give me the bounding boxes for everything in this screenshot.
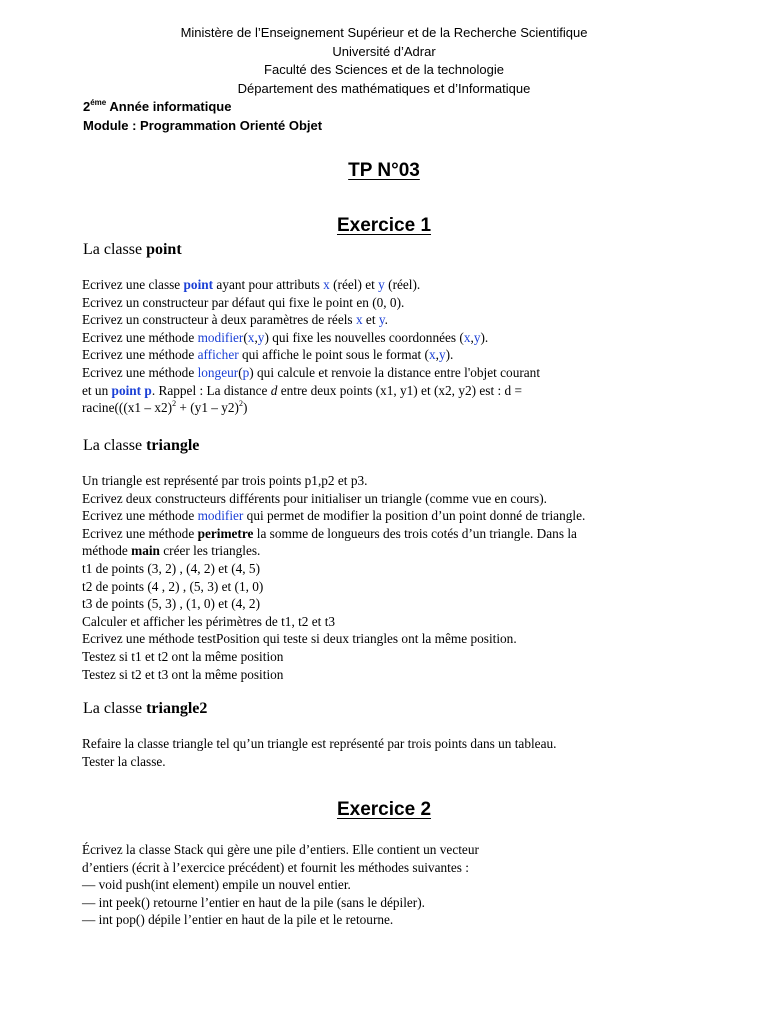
course-meta xyxy=(83,98,322,135)
heading-class-triangle2: La classe triangle2 xyxy=(83,700,208,717)
text-line: Refaire la classe triangle tel qu’un triangle est représenté par trois points dans un tableau. xyxy=(82,736,557,751)
text-line: Ecrivez une méthode perimetre la somme de longueurs des trois cotés d’un triangle. Dans la xyxy=(82,525,577,541)
stack-instructions xyxy=(82,841,682,929)
text-line: Ecrivez deux constructeurs différents pour initialiser un triangle (comme vue en cours). xyxy=(82,490,547,506)
text-line: Ecrivez une méthode longeur(p) qui calcule et renvoie la distance entre l'objet courant xyxy=(82,364,541,380)
text-line: t3 de points (5, 3) , (1, 0) et (4, 2) xyxy=(82,596,260,612)
text-line: — void push(int element) empile un nouvel entier. xyxy=(82,877,351,893)
text-line: Ecrivez une méthode testPosition qui teste si deux triangles ont la même position. xyxy=(82,631,517,647)
text-line: — int peek() retourne l’entier en haut de la pile (sans le dépiler). xyxy=(82,894,425,910)
text-line: t1 de points (3, 2) , (4, 2) et (4, 5) xyxy=(82,560,260,576)
text-line: Ecrivez une méthode modifier(x,y) qui fixe les nouvelles coordonnées (x,y). xyxy=(82,329,489,345)
text-line: Ecrivez une classe point ayant pour attributs x (réel) et y (réel). xyxy=(82,277,421,292)
institution-header xyxy=(0,24,768,98)
point-instructions xyxy=(82,276,682,417)
tp-title: TP N°03 xyxy=(348,160,420,181)
text-line: Ecrivez un constructeur par défaut qui fixe le point en (0, 0). xyxy=(82,294,405,310)
text-line: Écrivez la classe Stack qui gère une pile d’entiers. Elle contient un vecteur xyxy=(82,842,479,857)
text-line: Ecrivez un constructeur à deux paramètres de réels x et y. xyxy=(82,312,388,328)
text-line: — int pop() dépile l’entier en haut de la pile et le retourne. xyxy=(82,912,394,928)
text-line: Ecrivez une méthode afficher qui affiche le point sous le format (x,y). xyxy=(82,347,454,363)
heading-class-point: La classe point xyxy=(83,241,182,258)
triangle-instructions xyxy=(82,472,682,683)
module-line: Module : Programmation Orienté Objet xyxy=(83,117,323,133)
text-line: Un triangle est représenté par trois points p1,p2 et p3. xyxy=(82,473,368,488)
university-line: Université d’Adrar xyxy=(332,43,436,59)
text-line: Calculer et afficher les périmètres de t1, t2 et t3 xyxy=(82,613,336,629)
text-line: Testez si t2 et t3 ont la même position xyxy=(82,666,284,682)
triangle2-instructions xyxy=(82,735,682,770)
text-line: Testez si t1 et t2 ont la même position xyxy=(82,648,284,664)
text-line: Tester la classe. xyxy=(82,753,166,769)
department-line: Département des mathématiques et d’Informatique xyxy=(237,80,531,96)
text-line: racine(((x1 – x2)$^2$ + (y1 – y2)$^2$) xyxy=(82,399,248,416)
text-line: Ecrivez une méthode modifier qui permet de modifier la position d’un point donné de triangle. xyxy=(82,508,586,524)
text-line: d’entiers (écrit à l’exercice précédent) et fournit les méthodes suivantes : xyxy=(82,859,469,875)
exercise-1-title: Exercice 1 xyxy=(336,215,432,236)
text-line: et un point p. Rappel : La distance d entre deux points (x1, y1) et (x2, y2) est : d = xyxy=(82,382,522,398)
text-line: t2 de points (4 , 2) , (5, 3) et (1, 0) xyxy=(82,578,264,594)
year-line: $2^{éme}$ Année informatique xyxy=(83,98,232,114)
ministry-line: Ministère de l’Enseignement Supérieur et de la Recherche Scientifique xyxy=(180,25,588,40)
faculty-line: Faculté des Sciences et de la technologie xyxy=(264,62,504,77)
text-line: méthode main créer les triangles. xyxy=(82,543,261,559)
heading-class-triangle: La classe triangle xyxy=(83,437,200,454)
exercise-2-title: Exercice 2 xyxy=(336,799,432,820)
